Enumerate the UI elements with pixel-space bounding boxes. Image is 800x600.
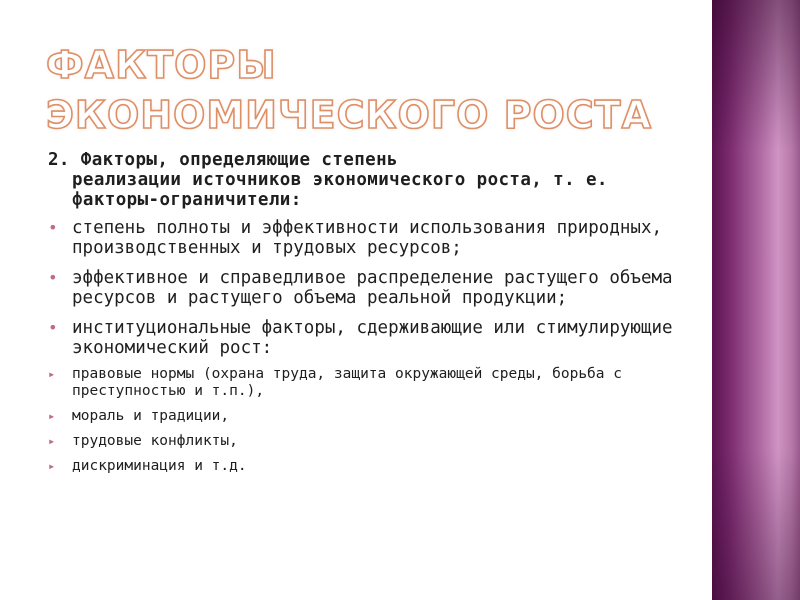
sub-list-item-text: мораль и традиции, bbox=[72, 408, 230, 424]
list-item-text: институциональные факторы, сдерживающие или стимулирующие экономический рост: bbox=[72, 318, 673, 358]
heading-line-2: реализации источников экономического роста, т. е. факторы-ограничители: bbox=[72, 170, 608, 210]
list-item bbox=[48, 318, 698, 358]
slide-title: ФАКТОРЫ ЭКОНОМИЧЕСКОГО РОСТА bbox=[46, 43, 653, 137]
round-bullet-icon: • bbox=[48, 268, 58, 287]
content-heading bbox=[48, 150, 698, 210]
sub-bullet-list bbox=[48, 366, 698, 475]
triangle-arrow-icon: ▸ bbox=[48, 459, 56, 473]
sub-list-item bbox=[48, 408, 698, 425]
round-bullet-icon: • bbox=[48, 218, 58, 237]
heading-line-1: 2. Факторы, определяющие степень bbox=[48, 150, 398, 170]
list-item-text: эффективное и справедливое распределение растущего объема ресурсов и растущего объема реальной продукции; bbox=[72, 268, 673, 308]
triangle-arrow-icon: ▸ bbox=[48, 409, 56, 423]
decorative-band-shade bbox=[712, 0, 800, 600]
list-item bbox=[48, 218, 698, 258]
round-bullet-icon: • bbox=[48, 318, 58, 337]
bullet-list bbox=[48, 218, 698, 358]
sub-list-item-text: дискриминация и т.д. bbox=[72, 458, 247, 474]
list-item bbox=[48, 268, 698, 308]
sub-list-item bbox=[48, 433, 698, 450]
slide-content bbox=[48, 150, 698, 483]
sub-list-item bbox=[48, 458, 698, 475]
triangle-arrow-icon: ▸ bbox=[48, 434, 56, 448]
triangle-arrow-icon: ▸ bbox=[48, 367, 56, 381]
sub-list-item bbox=[48, 366, 698, 400]
sub-list-item-text: правовые нормы (охрана труда, защита окружающей среды, борьба с преступностью и т.п.), bbox=[72, 366, 622, 399]
sub-list-item-text: трудовые конфликты, bbox=[72, 433, 238, 449]
list-item-text: степень полноты и эффективности использования природных, производственных и трудовых ресурсов; bbox=[72, 218, 663, 258]
